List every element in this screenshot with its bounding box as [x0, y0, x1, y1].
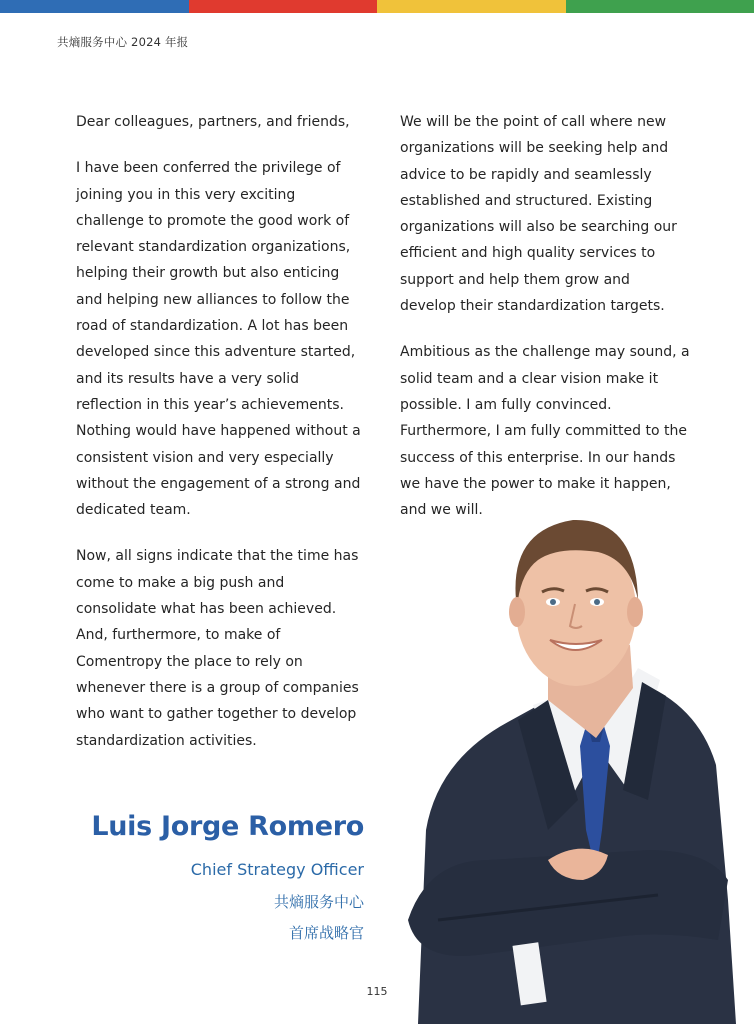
page-number: 115 — [366, 985, 388, 998]
signatory-title-cn: 首席战略官 — [288, 924, 364, 942]
letter-paragraph: Ambitious as the challenge may sound, a solid team and a clear vision make it possible. I am fully convinced. Furthermore, I am fully committed to the success of this enterprise. In our hands we have the power to make it happen, and we will. — [400, 344, 690, 519]
signatory-title-en: Chief Strategy Officer — [190, 860, 364, 879]
portrait-photo — [398, 500, 754, 1024]
running-header: 共熵服务中心 2024 年报 — [57, 35, 189, 49]
letter-left-column — [76, 109, 366, 774]
letter-paragraph: We will be the point of call where new organizations will be seeking help and advice to be rapidly and seamlessly established and structured. Existing organizations will also be searching our efficient and high quality services to support and help them grow and develop their standardization targets. — [400, 114, 677, 315]
color-stripe — [0, 0, 754, 13]
stripe-green — [566, 0, 754, 13]
signatory-name: Luis Jorge Romero — [91, 811, 364, 842]
stripe-blue — [0, 0, 189, 13]
signatory-org-cn: 共熵服务中心 — [273, 893, 364, 911]
letter-salutation: Dear colleagues, partners, and friends, — [76, 114, 350, 130]
letter-right-column — [400, 109, 690, 543]
letter-paragraph: I have been conferred the privilege of joining you in this very exciting challenge to promote the good work of relevant standardization organizations, helping their growth but also enticing and helping new alliances to follow the road of standardization. A lot has been developed since this adventure started, and its results have a very solid reflection in this year’s achievements. Nothing would have happened without a consistent vision and very especially without the engagement of a strong and dedicated team. — [76, 160, 361, 519]
stripe-red — [189, 0, 378, 13]
letter-paragraph: Now, all signs indicate that the time has come to make a big push and consolidate what has been achieved. And, furthermore, to make of Comentropy the place to rely on whenever there is a group of companies who want to gather together to develop standardization activities. — [76, 548, 359, 749]
stripe-yellow — [377, 0, 566, 13]
